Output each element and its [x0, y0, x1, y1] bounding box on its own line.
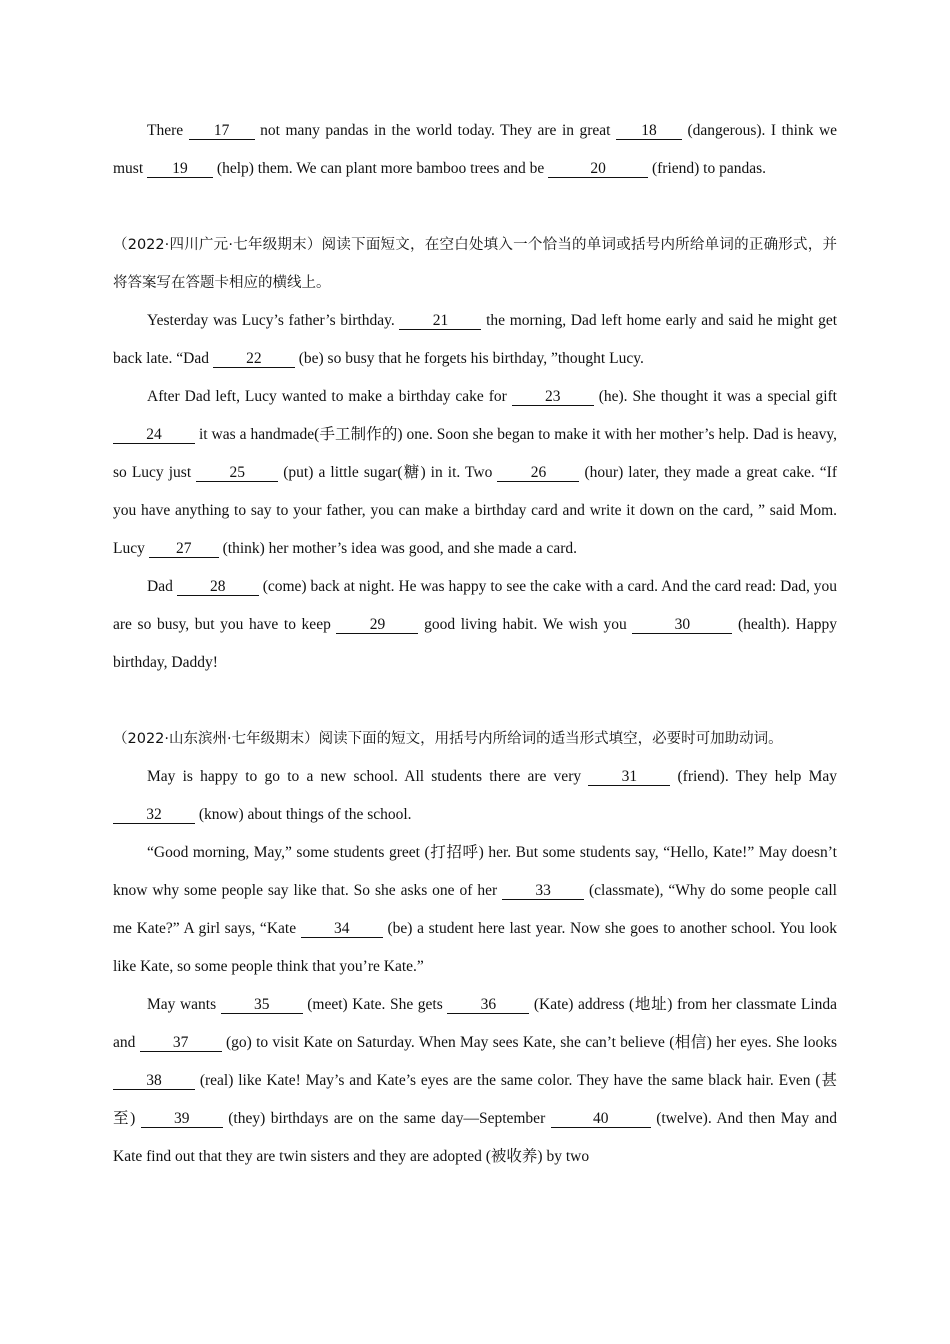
paragraph-lucy-1: Yesterday was Lucy’s father’s birthday. 21 the morning, Dad left home early and said he might get back late. “Dad 22 (be) so busy that he forgets his birthday, ”thought Lucy.	[113, 312, 838, 367]
paragraph-may-3: May wants 35 (meet) Kate. She gets 36 (Kate) address (地址) from her classmate Linda and 37 (go) to visit Kate on Saturday. When May sees Kate, she can’t believe (相信) her eyes. She looks 38 (real) like Kate! May’s and Kate’s eyes are the same color. They have the same black hair. Even (甚至) 39 (they) birthdays are on the same day—September 40 (twelve). And then May and Kate find out that they are twin sisters and they are adopted (被收养) by two	[113, 996, 838, 1165]
section-source-binzhou: （2022·山东滨州·七年级期末）阅读下面的短文，用括号内所给词的适当形式填空，必要时可加助动词。	[113, 731, 783, 747]
answer-blank-26[interactable]: 26	[497, 464, 579, 482]
answer-blank-31[interactable]: 31	[588, 768, 670, 786]
section-spacer	[113, 682, 837, 720]
answer-blank-21[interactable]: 21	[399, 312, 481, 330]
answer-blank-30[interactable]: 30	[632, 616, 732, 634]
answer-blank-36[interactable]: 36	[447, 996, 529, 1014]
section-source-guangyuan: （2022·四川广元·七年级期末）阅读下面短文，在空白处填入一个恰当的单词或括号内所给单词的正确形式，并将答案写在答题卡相应的横线上。	[113, 237, 837, 291]
answer-blank-20[interactable]: 20	[548, 160, 648, 178]
answer-blank-33[interactable]: 33	[502, 882, 584, 900]
section-spacer	[113, 188, 837, 226]
answer-blank-35[interactable]: 35	[221, 996, 303, 1014]
answer-blank-27[interactable]: 27	[149, 540, 219, 558]
answer-blank-37[interactable]: 37	[140, 1034, 222, 1052]
answer-blank-39[interactable]: 39	[141, 1110, 223, 1128]
document-page	[113, 112, 837, 1176]
paragraph-may-2: “Good morning, May,” some students greet (打招呼) her. But some students say, “Hello, Kate!” May doesn’t know why some people say like that. So she asks one of her 33 (classmate), “Why do some people call me Kate?” A girl says, “Kate 34 (be) a student here last year. Now she goes to another school. You look like Kate, so some people think that you’re Kate.”	[113, 844, 837, 975]
answer-blank-40[interactable]: 40	[551, 1110, 651, 1128]
answer-blank-24[interactable]: 24	[113, 426, 195, 444]
answer-blank-34[interactable]: 34	[301, 920, 383, 938]
answer-blank-22[interactable]: 22	[213, 350, 295, 368]
answer-blank-25[interactable]: 25	[196, 464, 278, 482]
answer-blank-28[interactable]: 28	[177, 578, 259, 596]
paragraph-lucy-3: Dad 28 (come) back at night. He was happy to see the cake with a card. And the card read: Dad, you are so busy, but you have to keep 29 good living habit. We wish you 30 (health). Happy birthday, Daddy!	[113, 578, 838, 671]
answer-blank-38[interactable]: 38	[113, 1072, 195, 1090]
answer-blank-29[interactable]: 29	[336, 616, 418, 634]
answer-blank-18[interactable]: 18	[616, 122, 682, 140]
paragraph-may-1: May is happy to go to a new school. All students there are very 31 (friend). They help May 32 (know) about things of the school.	[113, 758, 837, 834]
answer-blank-23[interactable]: 23	[512, 388, 594, 406]
answer-blank-19[interactable]: 19	[147, 160, 213, 178]
answer-blank-17[interactable]: 17	[189, 122, 255, 140]
paragraph-pandas: There 17 not many pandas in the world today. They are in great 18 (dangerous). I think we must 19 (help) them. We can plant more bamboo trees and be 20 (friend) to pandas.	[113, 122, 838, 177]
answer-blank-32[interactable]: 32	[113, 806, 195, 824]
paragraph-lucy-2: After Dad left, Lucy wanted to make a birthday cake for 23 (he). She thought it was a special gift 24 it was a handmade(手工制作的) one. Soon she began to make it with her mother’s help. Dad is heavy, so Lucy just 25 (put) a little sugar(糖) in it. Two 26 (hour) later, they made a great cake. “If you have anything to say to your father, you can make a birthday card and write it down on the card, ” said Mom. Lucy 27 (think) her mother’s idea was good, and she made a card.	[113, 388, 837, 557]
